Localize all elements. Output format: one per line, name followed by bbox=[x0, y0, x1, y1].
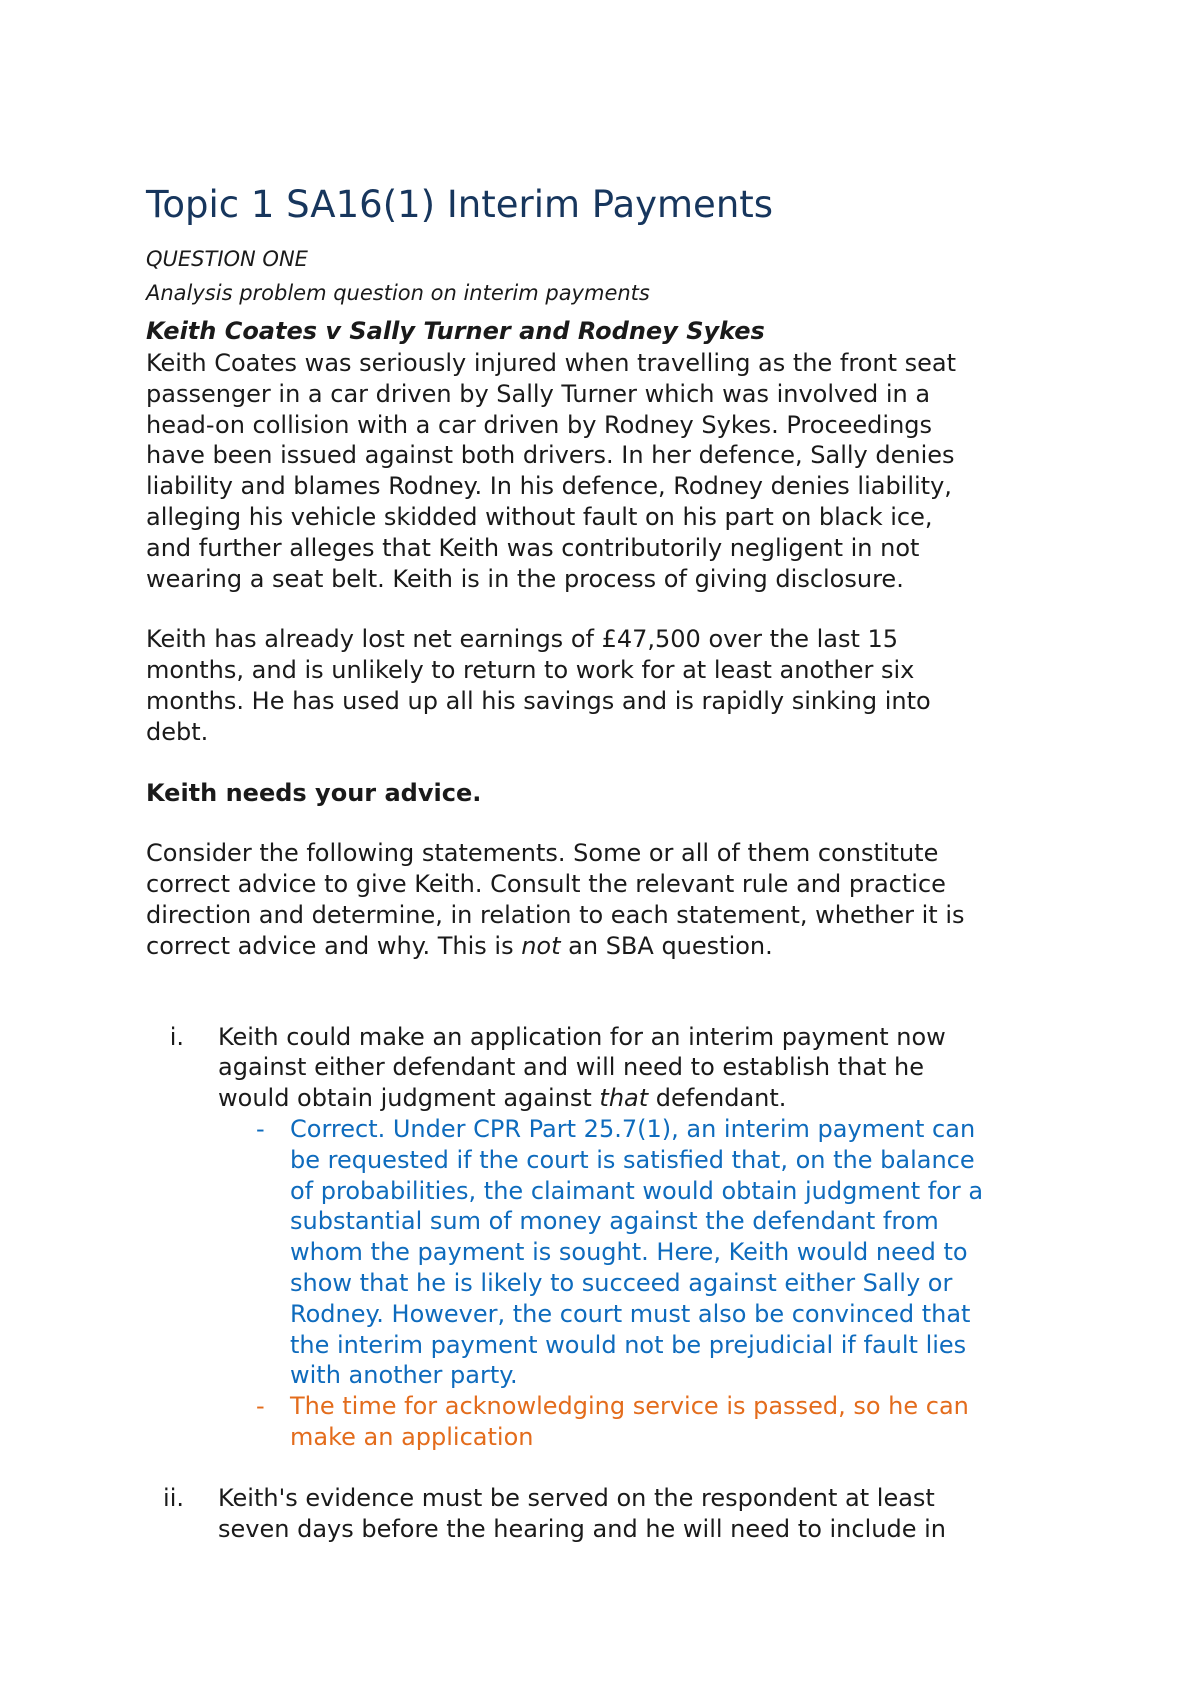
text-line: passenger in a car driven by Sally Turner which was involved in a bbox=[146, 379, 931, 408]
text-line: months. He has used up all his savings and is rapidly sinking into bbox=[146, 686, 931, 715]
dash-bullet: - bbox=[256, 1114, 265, 1143]
text-line: show that he is likely to succeed against either Sally or bbox=[290, 1268, 953, 1297]
spacer bbox=[146, 962, 1086, 1022]
emphasis-text: not bbox=[521, 931, 561, 960]
text-line: have been issued against both drivers. In her defence, Sally denies bbox=[146, 441, 955, 470]
text-line: and further alleges that Keith was contributorily negligent in not bbox=[146, 533, 920, 562]
facts-paragraph-1 bbox=[146, 348, 1086, 594]
emphasis-text: that bbox=[599, 1084, 649, 1113]
statement-number: ii. bbox=[163, 1483, 184, 1512]
text-line: substantial sum of money against the defendant from bbox=[290, 1207, 939, 1236]
advice-heading: Keith needs your advice. bbox=[146, 778, 482, 807]
text-line: Keith's evidence must be served on the respondent at least bbox=[218, 1483, 935, 1512]
question-description: Analysis problem question on interim payments bbox=[146, 281, 650, 305]
text-line: direction and determine, in relation to each statement, whether it is bbox=[146, 900, 965, 929]
spacer bbox=[146, 594, 1086, 624]
text-line: debt. bbox=[146, 717, 209, 746]
text-line: Consider the following statements. Some or all of them constitute bbox=[146, 839, 939, 868]
text-line: head-on collision with a car driven by Rodney Sykes. Proceedings bbox=[146, 410, 933, 439]
text-line: The time for acknowledging service is passed, so he can bbox=[290, 1392, 969, 1421]
dash-bullet: - bbox=[256, 1392, 265, 1421]
text-line: wearing a seat belt. Keith is in the process of giving disclosure. bbox=[146, 564, 904, 593]
text-run: an SBA question. bbox=[560, 931, 773, 960]
statement-item bbox=[146, 1483, 1086, 1545]
text-line: Rodney. However, the court must also be convinced that bbox=[290, 1299, 971, 1328]
answer-list bbox=[218, 1114, 1086, 1453]
text-line: correct advice to give Keith. Consult the relevant rule and practice bbox=[146, 870, 946, 899]
answer-item-note bbox=[218, 1391, 1086, 1453]
text-line: be requested if the court is satisfied that, on the balance bbox=[290, 1145, 975, 1174]
question-label: QUESTION ONE bbox=[146, 247, 308, 271]
text-line: Keith could make an application for an interim payment now bbox=[218, 1022, 946, 1051]
text-line: Keith has already lost net earnings of £47,500 over the last 15 bbox=[146, 625, 899, 654]
document-page bbox=[146, 182, 1086, 1544]
document-title: Topic 1 SA16(1) Interim Payments bbox=[146, 183, 774, 226]
text-line: Correct. Under CPR Part 25.7(1), an interim payment can bbox=[290, 1114, 976, 1143]
text-line: with another party. bbox=[290, 1361, 518, 1390]
text-line: whom the payment is sought. Here, Keith would need to bbox=[290, 1238, 968, 1267]
text-run: would obtain judgment against bbox=[218, 1084, 600, 1113]
text-line: months, and is unlikely to return to work for at least another six bbox=[146, 656, 915, 685]
spacer bbox=[146, 1453, 1086, 1483]
text-line: alleging his vehicle skidded without fault on his part on black ice, bbox=[146, 502, 933, 531]
statement-item bbox=[146, 1022, 1086, 1453]
text-line: against either defendant and will need to establish that he bbox=[218, 1053, 925, 1082]
text-run: defendant. bbox=[648, 1084, 787, 1113]
text-line bbox=[218, 1083, 1086, 1114]
spacer bbox=[146, 808, 1086, 838]
text-line: liability and blames Rodney. In his defence, Rodney denies liability, bbox=[146, 472, 952, 501]
case-title: Keith Coates v Sally Turner and Rodney Sykes bbox=[146, 317, 765, 345]
text-line: make an application bbox=[290, 1422, 534, 1451]
text-run: correct advice and why. This is bbox=[146, 931, 522, 960]
text-line: seven days before the hearing and he will need to include in bbox=[218, 1514, 946, 1543]
text-line bbox=[146, 931, 1086, 962]
spacer bbox=[146, 748, 1086, 778]
instructions-paragraph bbox=[146, 838, 1086, 961]
text-line: of probabilities, the claimant would obtain judgment for a bbox=[290, 1176, 984, 1205]
answer-item-correct bbox=[218, 1114, 1086, 1391]
text-line: the interim payment would not be prejudicial if fault lies bbox=[290, 1330, 967, 1359]
statement-list bbox=[146, 1022, 1086, 1545]
facts-paragraph-2 bbox=[146, 624, 1086, 747]
statement-number: i. bbox=[169, 1022, 184, 1051]
text-line: Keith Coates was seriously injured when travelling as the front seat bbox=[146, 349, 957, 377]
